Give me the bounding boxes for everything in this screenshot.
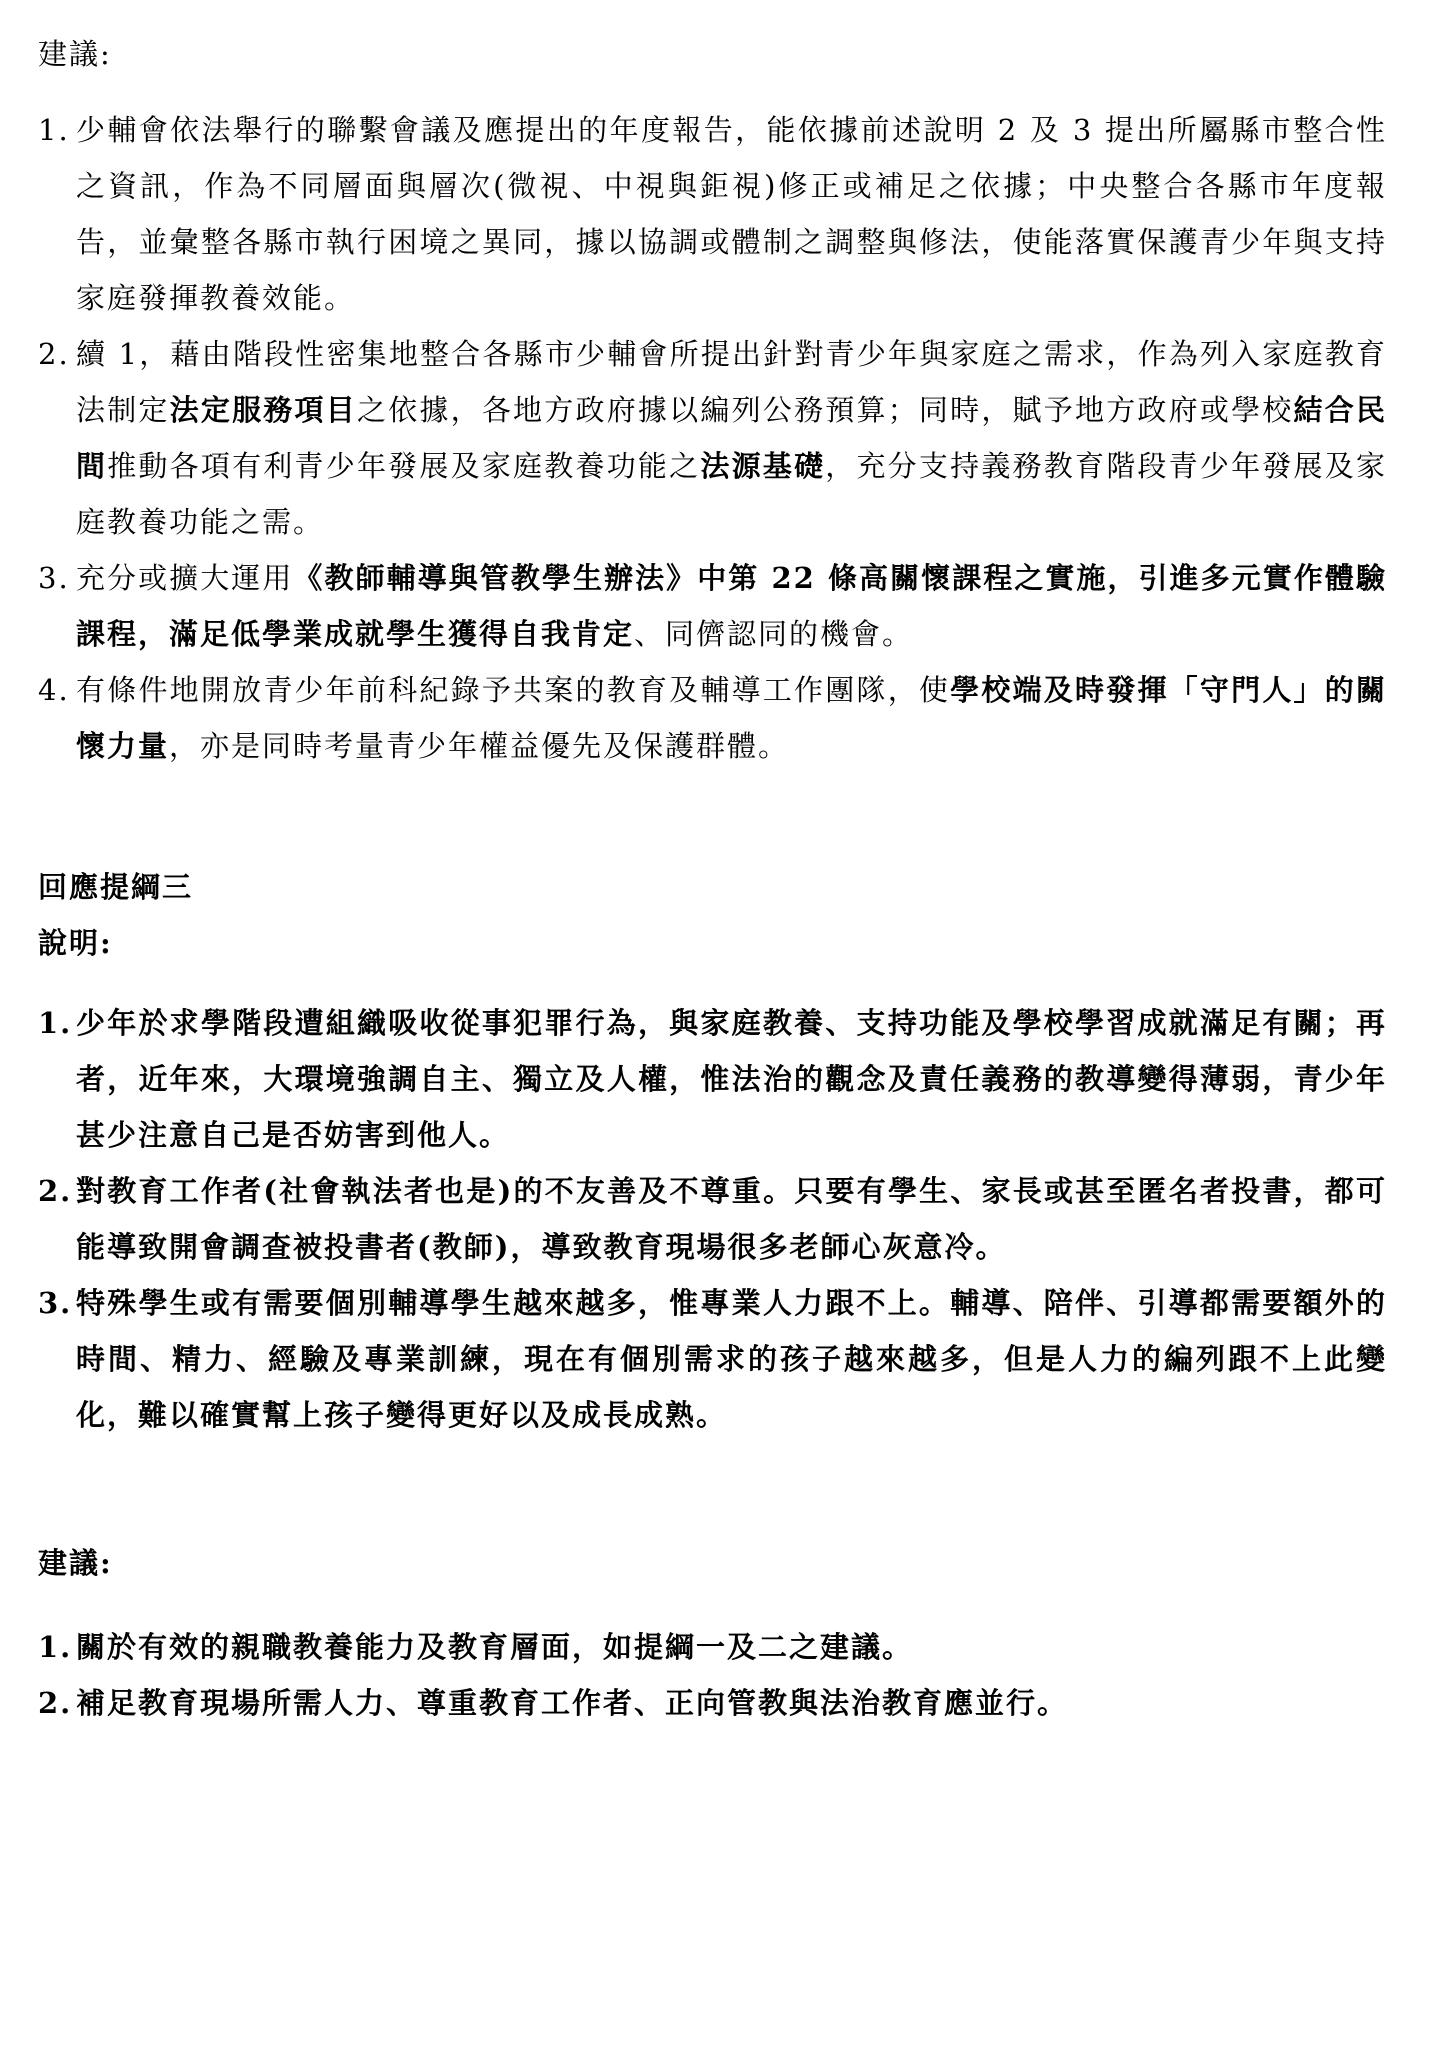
text-run-bold: 法定服務項目 [169, 393, 357, 427]
text-run: 充分或擴大運用 [76, 561, 294, 595]
list-item-text [76, 662, 1387, 774]
section-suggestions-2 [38, 1535, 1387, 1731]
text-run: 推動各項有利青少年發展及家庭教養功能之 [107, 449, 701, 483]
list-item-number: 1. [38, 1006, 73, 1040]
text-run: 之依據，各地方政府據以編列公務預算；同時，賦予地方政府或學校 [356, 393, 1294, 427]
list-item-number: 3. [38, 1286, 73, 1320]
list-item-number: 2. [38, 1174, 73, 1208]
list-item-text [76, 550, 1387, 662]
list-item [38, 995, 1387, 1163]
text-run-bold: 對教育工作者(社會執法者也是)的不友善及不尊重。只要有學生、家長或甚至匿名者投書，都可能導致開會調查被投書者(教師)，導致教育現場很多老師心灰意冷。 [76, 1174, 1387, 1264]
list-item-text [76, 995, 1387, 1163]
text-run: ，充分支持義務教育階段青少年發展及家庭教養功能之需。 [76, 449, 1387, 539]
text-run: 少輔會依法舉行的聯繫會議及應提出的年度報告，能依據前述說明 2 及 3 提出所屬縣市整合性之資訊，作為不同層面與層次(微視、中視與鉅視)修正或補足之依據；中央整合各縣市年度報告，並彙整各縣市執行困境之異同，據以協調或體制之調整與修法，使能落實保護青少年與支持家庭發揮教養效能。 [76, 113, 1387, 315]
section-suggestions-1 [38, 26, 1387, 774]
text-run: 續 1，藉由階段性密集地整合各縣市少輔會所提出針對青少年與家庭之需求，作為列入家庭教育法制定 [76, 337, 1387, 427]
text-run-bold: 學校端及時發揮「守門人」的關懷力量 [76, 673, 1387, 763]
list-item-text [76, 326, 1387, 550]
list-item [38, 1163, 1387, 1275]
section-response-outline-3 [38, 859, 1387, 1443]
list-item-text [76, 1275, 1387, 1443]
section-heading: 建議: [38, 37, 112, 71]
text-run-bold: 《教師輔導與管教學生辦法》中第 22 條高關懷課程之實施，引進多元實作體驗課程，滿足低學業成就學生獲得自我肯定 [76, 561, 1387, 651]
list-item [38, 1275, 1387, 1443]
text-run: 、同儕認同的機會。 [634, 617, 914, 651]
list-item [38, 662, 1387, 774]
list-item-number: 4. [38, 673, 70, 707]
list-item [38, 326, 1387, 550]
list-item-number: 2. [38, 1686, 73, 1720]
list-item-text [76, 1619, 1387, 1675]
suggestions-list-1 [38, 102, 1387, 774]
text-run: ，亦是同時考量青少年權益優先及保護群體。 [169, 729, 790, 763]
list-item-text [76, 1675, 1387, 1731]
list-item [38, 1619, 1387, 1675]
list-item-number: 1. [38, 1630, 73, 1664]
text-run-bold: 特殊學生或有需要個別輔導學生越來越多，惟專業人力跟不上。輔導、陪伴、引導都需要額外的時間、精力、經驗及專業訓練，現在有個別需求的孩子越來越多，但是人力的編列跟不上此變化，難以確實幫上孩子變得更好以及成長成熟。 [76, 1286, 1387, 1432]
section-heading: 回應提綱三 [38, 870, 194, 904]
section-subheading: 說明: [38, 926, 113, 960]
text-run-bold: 少年於求學階段遭組織吸收從事犯罪行為，與家庭教養、支持功能及學校學習成就滿足有關；再者，近年來，大環境強調自主、獨立及人權，惟法治的觀念及責任義務的教導變得薄弱，青少年甚少注意自己是否妨害到他人。 [76, 1006, 1387, 1152]
text-run-bold: 關於有效的親職教養能力及教育層面，如提綱一及二之建議。 [76, 1630, 914, 1664]
text-run-bold: 結合民間 [76, 393, 1387, 483]
list-item-text [76, 1163, 1387, 1275]
list-item-number: 1. [38, 113, 70, 147]
text-run: 有條件地開放青少年前科紀錄予共案的教育及輔導工作團隊，使 [76, 673, 951, 707]
suggestions-list-2 [38, 1619, 1387, 1731]
section-heading: 建議: [38, 1546, 113, 1580]
list-item-text [76, 102, 1387, 326]
explanation-list [38, 995, 1387, 1443]
list-item [38, 1675, 1387, 1731]
text-run-bold: 法源基礎 [700, 449, 826, 483]
list-item-number: 3. [38, 561, 70, 595]
list-item [38, 102, 1387, 326]
text-run-bold: 補足教育現場所需人力、尊重教育工作者、正向管教與法治教育應並行。 [76, 1686, 1069, 1720]
list-item [38, 550, 1387, 662]
list-item-number: 2. [38, 337, 70, 371]
